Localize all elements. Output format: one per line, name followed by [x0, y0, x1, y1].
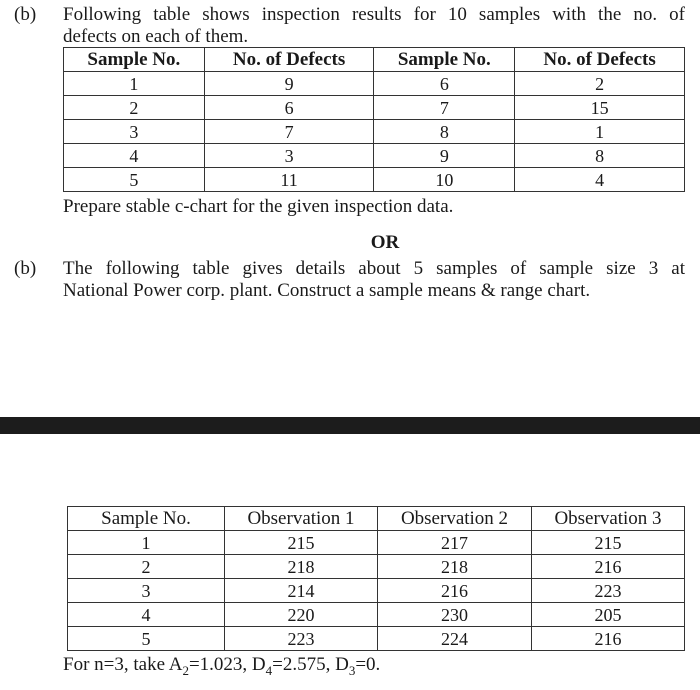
constants-footnote — [63, 654, 380, 682]
header-defects-b: No. of Defects — [515, 48, 685, 72]
header-observation-1: Observation 1 — [225, 507, 378, 531]
table-row — [64, 96, 685, 120]
table-cell: 4 — [515, 168, 685, 192]
table-cell: 216 — [532, 555, 685, 579]
table-cell: 205 — [532, 603, 685, 627]
or-divider-text: OR — [370, 232, 400, 253]
table-cell: 5 — [64, 168, 205, 192]
table-cell: 3 — [68, 579, 225, 603]
table-cell: 217 — [378, 531, 532, 555]
footnote-sub-d4: 4 — [265, 662, 273, 678]
footnote-a-value: =1.023, D — [188, 654, 266, 675]
table-cell: 1 — [64, 72, 205, 96]
question-2-line-1: The following table gives details about 5 samples of sample size 3 at — [63, 258, 685, 279]
table-cell: 223 — [225, 627, 378, 651]
table-cell: 216 — [532, 627, 685, 651]
table-cell: 6 — [204, 96, 374, 120]
table-cell: 215 — [532, 531, 685, 555]
table-cell: 9 — [374, 144, 515, 168]
header-defects-a: No. of Defects — [204, 48, 374, 72]
header-sample-no-a: Sample No. — [64, 48, 205, 72]
header-sample-no: Sample No. — [68, 507, 225, 531]
table-cell: 224 — [378, 627, 532, 651]
table-cell: 2 — [68, 555, 225, 579]
table-cell: 223 — [532, 579, 685, 603]
table-cell: 218 — [378, 555, 532, 579]
table-row — [64, 144, 685, 168]
table-row — [68, 603, 685, 627]
table-cell: 3 — [204, 144, 374, 168]
question-label-2: (b) — [14, 258, 37, 279]
table-cell: 9 — [204, 72, 374, 96]
table-cell: 1 — [68, 531, 225, 555]
table-cell: 4 — [64, 144, 205, 168]
table-cell: 214 — [225, 579, 378, 603]
header-observation-2: Observation 2 — [378, 507, 532, 531]
question-label-1: (b) — [14, 4, 37, 25]
table-cell: 7 — [204, 120, 374, 144]
table-cell: 11 — [204, 168, 374, 192]
table-cell: 3 — [64, 120, 205, 144]
table-cell: 5 — [68, 627, 225, 651]
table-cell: 8 — [515, 144, 685, 168]
table-cell: 7 — [374, 96, 515, 120]
table-row — [68, 531, 685, 555]
table-cell: 4 — [68, 603, 225, 627]
table-row — [68, 579, 685, 603]
page-divider-band — [0, 417, 700, 434]
table-cell: 218 — [225, 555, 378, 579]
table-row — [64, 72, 685, 96]
table-cell: 215 — [225, 531, 378, 555]
table-row — [68, 555, 685, 579]
table-header-row — [64, 48, 685, 72]
table-cell: 2 — [515, 72, 685, 96]
footnote-prefix: For n=3, take A — [63, 654, 183, 675]
table-row — [64, 168, 685, 192]
defects-table — [63, 47, 685, 192]
question-1-line-1: Following table shows inspection results for 10 samples with the no. of — [63, 4, 685, 25]
header-observation-3: Observation 3 — [532, 507, 685, 531]
header-sample-no-b: Sample No. — [374, 48, 515, 72]
footnote-d3-value: =0. — [355, 654, 381, 675]
observations-table — [67, 506, 685, 651]
question-1-line-2: defects on each of them. — [63, 26, 249, 47]
table-cell: 220 — [225, 603, 378, 627]
table-header-row — [68, 507, 685, 531]
table-row — [68, 627, 685, 651]
question-2-line-2: National Power corp. plant. Construct a sample means & range chart. — [63, 280, 591, 301]
footnote-d4-value: =2.575, D — [272, 654, 349, 675]
table-cell: 2 — [64, 96, 205, 120]
table-cell: 8 — [374, 120, 515, 144]
table-cell: 216 — [378, 579, 532, 603]
table-cell: 15 — [515, 96, 685, 120]
table-cell: 6 — [374, 72, 515, 96]
footnote-sub-a: 2 — [182, 662, 189, 678]
footnote-sub-d3: 3 — [348, 662, 356, 678]
table-cell: 10 — [374, 168, 515, 192]
table-cell: 230 — [378, 603, 532, 627]
table-row — [64, 120, 685, 144]
table-cell: 1 — [515, 120, 685, 144]
instruction-text: Prepare stable c-chart for the given inspection data. — [63, 196, 454, 217]
